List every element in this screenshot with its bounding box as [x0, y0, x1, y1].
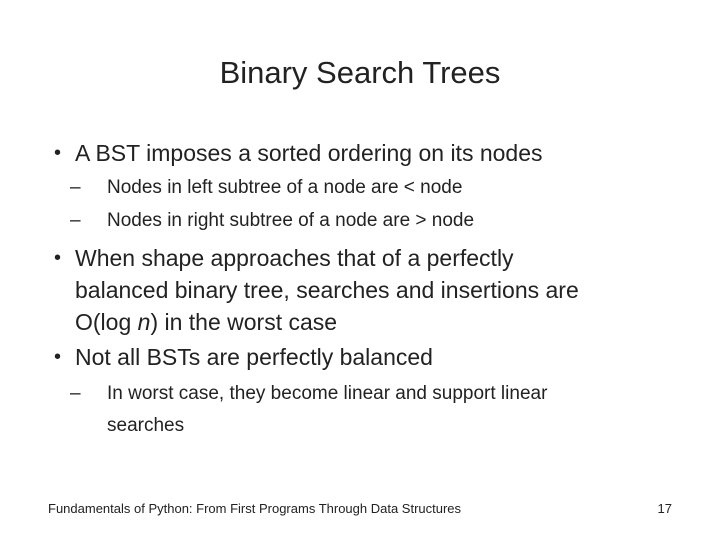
sub-bullet-3-1	[70, 378, 548, 442]
bullet-3-text: Not all BSTs are perfectly balanced	[75, 344, 433, 370]
sub-bullet-1-2-text: Nodes in right subtree of a node are > node	[107, 210, 475, 231]
sub-bullet-1-1-text: Nodes in left subtree of a node are < node	[107, 177, 463, 198]
bullet-mark: •	[54, 247, 62, 269]
bullet-mark: •	[54, 346, 62, 368]
sub-bullet-mark: –	[70, 210, 81, 231]
bullet-2-line-2: balanced binary tree, searches and insertions are	[75, 277, 579, 303]
footer-source: Fundamentals of Python: From First Programs Through Data Structures	[48, 501, 462, 516]
bullet-1	[54, 137, 543, 169]
sub-bullet-3-1-line-2: searches	[107, 415, 185, 436]
bullet-2	[54, 242, 579, 338]
bullet-2-line-3-pre: O(log	[75, 309, 138, 335]
bullet-2-line-3-post: ) in the worst case	[150, 309, 338, 335]
slide-title: Binary Search Trees	[219, 55, 501, 90]
sub-bullet-mark: –	[70, 383, 81, 404]
bullet-2-line-3-em: n	[137, 309, 151, 335]
bullet-mark: •	[54, 142, 62, 164]
sub-bullet-3-1-line-1: In worst case, they become linear and support linear	[107, 383, 548, 404]
page-number: 17	[657, 501, 672, 516]
bullet-1-text: A BST imposes a sorted ordering on its nodes	[75, 140, 543, 166]
bullet-3	[54, 341, 433, 373]
sub-bullet-mark: –	[70, 177, 81, 198]
sub-bullet-1-1	[70, 172, 463, 204]
bullet-2-line-1: When shape approaches that of a perfectly	[75, 245, 514, 271]
sub-bullet-1-2	[70, 205, 475, 237]
